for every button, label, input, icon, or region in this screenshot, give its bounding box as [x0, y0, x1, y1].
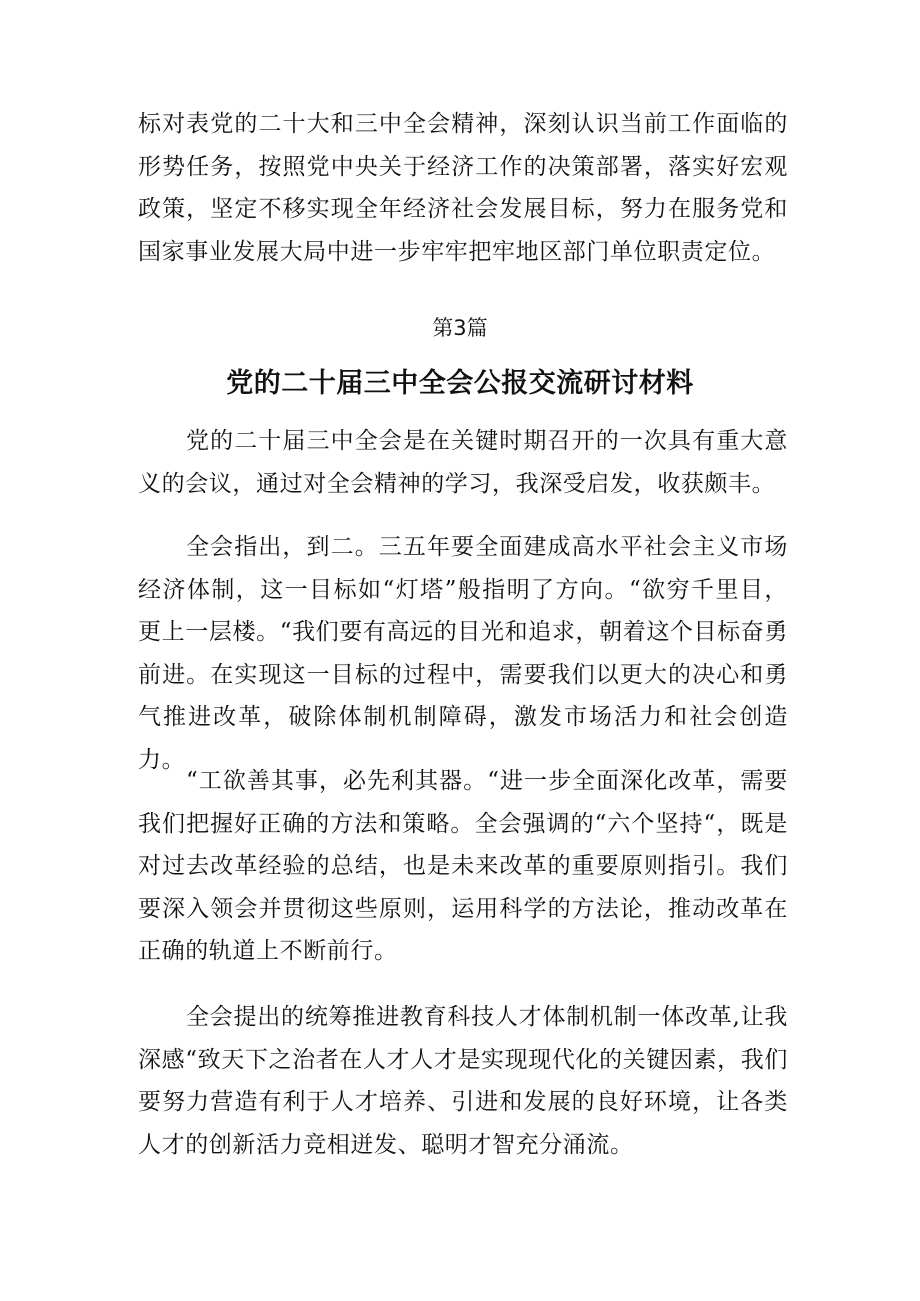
- section-label: 第3篇: [432, 316, 488, 340]
- paragraph-2: 全会指出，到二。三五年要全面建成高水平社会主义市场经济体制，这一目标如“灯塔”般指明了方向。“欲穷千里目，更上一层楼。“我们要有高远的目光和追求，朝着这个目标奋勇前进。在实现这一目标的过程中，需要我们以更大的决心和勇气推进改革，破除体制机制障碍，激发市场活力和社会创造力。: [138, 534, 788, 773]
- paragraph-1: 党的二十届三中全会是在关键时期召开的一次具有重大意义的会议，通过对全会精神的学习，我深受启发，收获颇丰。: [138, 428, 788, 497]
- continuation-paragraph: 标对表党的二十大和三中全会精神，深刻认识当前工作面临的形势任务，按照党中央关于经济工作的决策部署，落实好宏观政策，坚定不移实现全年经济社会发展目标，努力在服务党和国家事业发展大局中进一步牢牢把牢地区部门单位职责定位。: [138, 111, 788, 265]
- paragraph-4: 全会提出的统筹推进教育科技人才体制机制一体改革,让我深感“致天下之治者在人才人才是实现现代化的关键因素，我们要努力营造有利于人才培养、引进和发展的良好环境，让各类人才的创新活力竞相迸发、聪明才智充分涌流。: [138, 1004, 788, 1158]
- document-title: 党的二十届三中全会公报交流研讨材料: [226, 368, 694, 399]
- paragraph-3: “工欲善其事，必先利其器。“进一步全面深化改革，需要我们把握好正确的方法和策略。全会强调的“六个坚持“，既是对过去改革经验的总结，也是未来改革的重要原则指引。我们要深入领会并贯彻这些原则，运用科学的方法论，推动改革在正确的轨道上不断前行。: [138, 768, 788, 965]
